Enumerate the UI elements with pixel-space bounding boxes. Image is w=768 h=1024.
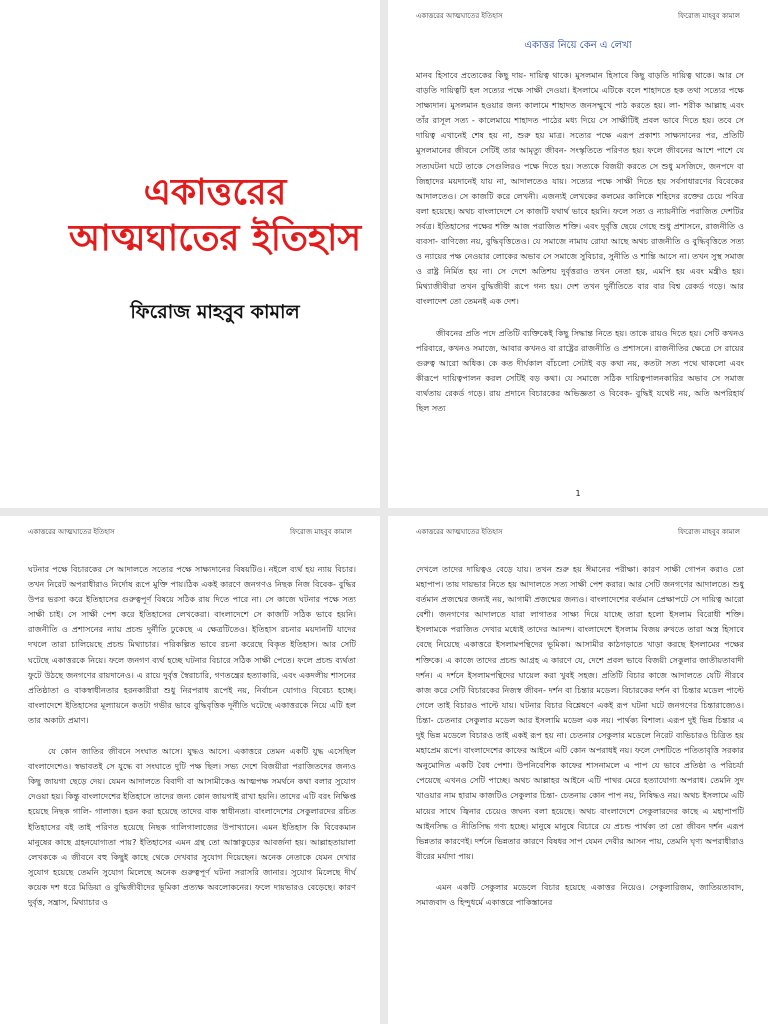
page-content [0,516,380,1024]
running-header [416,10,740,24]
header-book-title: একাত্তরের আত্মঘাতের ইতিহাস [416,528,503,536]
header-book-title: একাত্তরের আত্মঘাতের ইতিহাস [28,528,115,536]
book-title-line1: একাত্তরের [143,172,287,213]
header-author: ফিরোজ মাহবুব কামাল [290,528,352,536]
running-header [28,526,352,540]
book-author: ফিরোজ মাহবুব কামাল [130,301,300,323]
paragraph: জীবনের প্রতি পদে প্রতিটি ব্যক্তিকেই কিছু সিদ্ধান্ত নিতে হয়। তাকে রায়ও দিতে হয়। সেটি কখনও পরিবারে, কখনও সমাজে, আবার কখনও বা রাষ্ট্রের রাজনীতি ও প্রশাসনে। রাজনীতির ক্ষেত্রে সে রায়ের গুরুত্ব আরো অধিক। কে কত দীর্ঘকাল বাঁচলো সেটাই বড় কথা নয়, কতটা সত্য পথে থাকলো এবং কীরূপে দায়িত্বপালন করল সেটিই বড় কথা। যে সমাজে সঠিক দায়িত্বপালনকারির অভাব সে সমাজ ব্যর্থতায় রেকর্ড গড়ে। রায় প্রদানে বিচারকের অভিজ্ঞতা ও বিবেক- বুদ্ধিই যথেষ্ট নয়, অতি অপরিহার্য ছিল সত্য [416,327,744,413]
paragraph: মানব হিসাবে প্রত্যেকের কিছু দায়- দায়িত্ব থাকে। মুসলমান হিসাবে কিছু বাড়তি দায়িত্ব থাকে। আর সে বাড়তি দায়িত্বটি হল সত্যের পক্ষে সাক্ষী দেওয়া। ইসলামে এটিকে বলে শাহাদতে হক তথা সত্যের পক্ষে সাক্ষ্যদান। মুসলমান হওয়ার জন্য কালামে শাহাদত জনসম্মুখে পাঠ করতে হয়। লা- শরীক আল্লাহ এবং তাঁর রাসূল সত্য - কালেমায়ে শাহাদত পাঠের মধ্য দিয়ে সে সাক্ষীটিই প্রবল ভাবে দিতে হয়। তবে সে দায়িত্ব এখানেই শেষ হয় না, শুরু হয় মাত্র। সত্যের পক্ষে এরূপ প্রকাশ্য সাক্ষ্যদানের পর, প্রতিটি মুসলমানের জীবনে সেটিই তার আমৃত্যু জীবন- সংস্কৃতিতে পরিণত হয়। ফলে জীবনের আশে পাশে যে সত্যঘটনা ঘটে তাকে সেগুলিরও পক্ষে দিতে হয়। সত্যকে বিজয়ী করতে সে শুধু মসজিদে, জনপদে বা জিহাদের ময়দানেই যায় না, আদালতেও যায়। সত্যের পক্ষে সাক্ষী দিতে হয় সর্বসাধারণের বিবেকের আদালতেও। সে কাজটি করে লেখনী। এজন্যই লেখকের কলমের কালিকে শহিদের রক্তের চেয়ে পবিত্র বলা হয়েছে। অথচ বাংলাদেশে সে কাজটি যথার্থ ভাবে হয়নি। ফলে সত্য ও ন্যায়নীতি পরাজিত দেশটির সর্বত্র। ইতিহাসের পক্ষের শক্তি আজ পরাজিত শক্তি। এবং দুর্বৃত্তি ছেয়ে গেছে শুধু প্রশাসনে, রাজনীতি ও ব্যবসা- বাণিজ্যে নয়, বুদ্ধিবৃত্তিতেও। যে সমাজে নামায রোযা আছে অথচ রাজনীতি ও বুদ্ধিবৃত্তিতে সত্য ও ন্যায়ের পক্ষ নেওয়ার লোকের অভাব সে সমাজে সুবিচার, সুনীতি ও শান্তি আসে না। তখন সুস্থ সমাজ ও রাষ্ট্র নির্মিত হয় না। সে দেশে অতিশয় দুর্বৃত্তরাও তখন নেতা হয়, এমপি হয় এবং মন্ত্রীও হয়। মিথ্যাজীবীরা তখন বুদ্ধিজীবী রূপে গন্য হয়। দেশ তখন দুর্নীতিতে বার বার বিশ্ব রেকর্ড গড়ে। আর বাংলাদেশ তো তেমনই এক দেশ। [416,70,744,307]
cover-page [0,0,380,508]
header-book-title: একাত্তরের আত্মঘাতের ইতিহাস [416,12,503,20]
page-content [388,516,768,1024]
book-title [0,170,380,262]
page-body [28,562,356,910]
header-author: ফিরোজ মাহবুব কামাল [678,12,740,20]
paragraph: দেখলে তাদের দায়িত্বও বেড়ে যায়। তখন শুরু হয় ঈমানের পরীক্ষা। কারণ সাক্ষী গোপন করাও তো মহাপাপ। তায় দায়ভার নিতে হয় আদালতে সত্য সাক্ষী পেশ করার। আর সেটি জনগণের আদালতে। শুধু বর্তমান প্রজন্মের জন্যই নয়, আগামী প্রজন্মের জন্যও। বাংলাদেশের বর্তমান প্রেক্ষাপটে সে দায়িত্ব আরো বেশী। জনগণের আদালতে যারা লাগাতর সাক্ষ্য দিয়ে যাচ্ছে তারা হলো ইসলাম বিরোধী শক্তি। ইসলামকে পরাজিত দেখার মধ্যেই তাদের আনন্দ। বাংলাদেশে ইসলাম বিজয় রুখতে তারা অস্ত্র হিসাবে বেছে নিয়েছে একাত্তরে ইসলামপন্থিদের ভূমিকা। আসামীর কাঠগড়াতে খাড়া করছে ইসলামের পক্ষের শক্তিকে। এ কাজে তাদের প্রচন্ড আগ্রহ এ কারণে যে, দেশে প্রবল ভাবে বিজয়ী সেকুলার জাতীয়তাবাদী দর্শন। এ দর্শনে ইসলামপন্থিদের ঘায়েল করা খুবই সহজ। প্রতিটি বিচার কাজে আদালতে যেটি নীরবে কাজ করে সেটি বিচারকের নিজস্ব জীবন- দর্শন বা চিন্তার মডেল। বিচারকের দর্শন বা চিন্তার মডেল পাল্টে গেলে তাই বিচারও পাল্টে যায়। ঘটনার বিচার বিশ্লেষণে একই রূপ ঘটনা ঘটে জনগণের চিন্তারাজ্যেও। চিন্তা- চেতনার সেকুলার মডেল আর ইসলামি মডেল এক নয়। পার্থক্য বিশাল। এরূপ দুই ভিন্ন চিন্তার এ দুই ভিন্ন মডেলে বিচারও তাই একই রূপ হয় না। চেতনার সেকুলার মডেলে নিরেট ব্যভিচারও চিত্রিত হয় মহাপ্রেম রূপে। বাংলাদেশের কাফের আইনে এটি কোন অপরাধই নয়। ফলে দেশটিতে পতিতাবৃত্তি সরকার অনুমোদিত একটি বৈধ পেশা। উপনিবেশিক কাফের শাসনামলে এ পাপ যে ভাবে প্রতিষ্ঠা ও পরিচর্যা পেয়েছে এখনও সেটি পাচ্ছে। অথচ আল্লাহর আইনে এটি পাথর মেরে হত্যাযোগ্য অপরাধ। তেমনি সুদ খাওয়ার নাম হারাম কাজটিও সেকুলার চিন্তা- চেতনায় কোন পাপ নয়, নিষিদ্ধও নয়। অথচ ইসলামে এটি মায়ের সাথে জ্বিনার চেয়েও জঘন্য বলা হয়েছে। অথচ বাংলাদেশে সেকুলারদের কাছে এ মহাপাপটি আইনসিদ্ধ ও নীতিসিদ্ধ গণ্য হচ্ছে। মানুষে মানুষে বিচারে যে প্রচন্ড পার্থক্য তা তো জীবন দর্শন এরূপ ভিন্নতার কারণেই। দর্শনে ভিন্নতার কারণে বিষধর সাপ যেমন দেবীর আসন পায়, তেমনি ঘৃণ্য অপরাধীরাও বীরের মর্যাদা পায়। [416,564,744,861]
page-number: 1 [575,489,581,498]
chapter-title: একাত্তর নিয়ে কেন এ লেখা [524,40,632,51]
page-body [416,68,744,416]
page-body [416,562,744,910]
header-author: ফিরোজ মাহবুব কামাল [678,528,740,536]
paragraph: এমন একটি সেকুলার মডেলে বিচার হয়েছে একাত্তর নিয়েও। সেকুলারিজম, জাতিয়তাবাদ, সমাজবাদ ও হিন্দুধর্মে একাত্তরে পাকিস্তানের [416,881,744,907]
running-header [416,526,740,540]
paragraph: ঘটনার পক্ষে বিচারকের সে আদালতে সত্যের পক্ষে সাক্ষ্যদানের বিষয়টিও। নইলে ব্যর্থ হয় ন্যায় বিচার। তখন নিরেট অপরাধীরাও নির্দোষ রূপে মুক্তি পায়।ঠিক একই কারণে জনগণও নিছক নিজ বিবেক- বুদ্ধির উপর ভরসা করে ইতিহাসের গুরুত্বপূর্ণ বিষয়ে সঠিক রায় দিতে পারে না। সে কাজে ঘটনার পক্ষে সত্য সাক্ষী চাই। সে সাক্ষী পেশ করে ইতিহাসের লেখকেরা। বাংলাদেশে সে কাজটি সঠিক ভাবে হয়নি। রাজনীতি ও প্রশাসনের ন্যায় প্রচন্ড দুর্নীতি ঢুকেছে এ ক্ষেত্রটিতেও। ইতিহাস রচনার ময়দানটি যাদের দখলে তারা চালিয়েছে প্রচন্ড মিথ্যাচার। পরিকল্পিত ভাবে রচনা করেছে বিকৃত ইতিহাস। আর সেটি ঘটেছে একাত্তরকে নিয়ে। ফলে জনগণ ব্যর্থ হচ্ছে ঘটনার বিচারে সঠিক সাক্ষী পেতে। ফলে প্রচন্ড ব্যর্থতা ফুটে উঠছে জনগণের রায়দানেও। এ রায়ে দুর্বৃত্ত স্বৈরাচারি, গণতন্ত্রের হত্যাকারি, এবং একদলীয় শাসনের প্রতিষ্ঠাতা ও বাকস্বাধীনতার হরনকারীরা শুধু নিরপরাধ রূপেই নয়, নির্বাচন যোগ্যও বিবেচ্য হচ্ছে। বাংলাদেশে ইতিহাসের মূল্যায়নে কতটা গভীর ভাবে বুদ্ধিবৃত্তিক দূর্নীতি ঘটেছে একাত্তরকে নিয়ে এটি হল তার অকাট্য প্রমাণ। [28,564,356,725]
paragraph: যে কোন জাতির জীবনে সংঘাত আসে। যুদ্ধও আসে। একাত্তরে তেমন একটি যুদ্ধ এসেছিল বাংলাদেশেও। স্বভাবতই সে যুদ্ধে বা সংঘাতে দুটি পক্ষ ছিল। সভ্য দেশে বিজয়ীরা পরাজিতদের জন্যও কিছু জায়গা ছেড়ে দেয়। যেমন আদালতে বিবাদী বা আসামীকেও আত্মপক্ষ সমর্থনে কথা বলার সুযোগ দেওয়া হয়। কিন্তু বাংলাদেশের ইতিহাসে তাদের জন্য কোন জায়গাই রাখা হয়নি। তাদের এটি বরং নিক্ষিপ্ত হয়েছে নিছক গালি- গালাজ। হরন করা হয়েছে তাদের বাক স্বাধীনতা। বাংলাদেশের সেকুলারদের রচিত ইতিহাসের বই তাই পরিণত হয়েছে নিছক গালিগালাজের উপাখ্যানে। এমন ইতিহাস কি বিবেকমান মানুষের কাছে গ্রহনযোগ্যতা পায়? ইতিহাসের এমন গ্রন্থ তো আস্তাকুড়ের আবর্জনা হয়। আল্লাহতায়ালা লেখককে এ জীবনে বহু কিছুই কাছে থেকে দেখবার সুযোগ দিয়েছেন। অনেক নেতাকে যেমন দেখার সুযোগ হয়েছে তেমনি সুযোগ মিলেছে অনেক গুরুত্বপূর্ণ ঘটনা সরাসরি জানার। সুযোগ মিলেছে দীর্ঘ কয়েক দশ ধরে মিডিয়া ও বুদ্ধিজীবীদের ভূমিকা প্রত্যক্ষ অবলোকনের। ফলে দায়ভারও বেড়েছে। কারণ দুর্বৃত্ত, সন্ত্রাস, মিথ্যাচার ও [28,746,356,907]
book-title-line2: আত্মঘাতের ইতিহাস [68,218,362,259]
page-preface [388,0,768,508]
